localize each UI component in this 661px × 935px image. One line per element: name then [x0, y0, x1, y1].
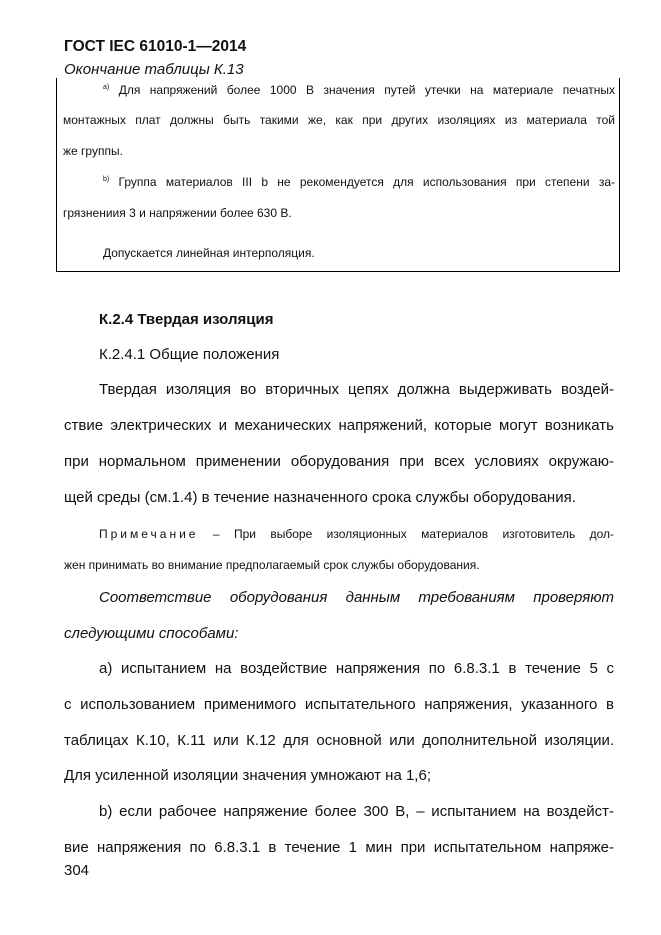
note-b-line-2: грязнениия 3 и напряжении более 630 В. [63, 206, 292, 220]
para1-line-3: при нормальном применении оборудования при всех условиях окружаю- [64, 453, 614, 470]
note-text: При выборе изоляционных материалов изготовитель дол- [233, 527, 615, 541]
para1-line-1: Твердая изоляция во вторичных цепях должна выдерживать воздей- [99, 381, 614, 398]
note-line-2: жен принимать во внимание предполагаемый срок службы оборудования. [64, 558, 480, 572]
note-dash: – [212, 527, 220, 541]
item-a-line-4: Для усиленной изоляции значения умножают на 1,6; [64, 767, 431, 784]
table-continuation-caption: Окончание таблицы К.13 [64, 61, 244, 78]
subsection-heading: К.2.4.1 Общие положения [99, 346, 280, 363]
item-b-line-2: вие напряжения по 6.8.3.1 в течение 1 мин при испытательном напряже- [64, 839, 614, 856]
section-heading: К.2.4 Твердая изоляция [99, 311, 274, 328]
note-label: Примечание [99, 527, 199, 541]
item-a-line-3: таблицах К.10, К.11 или К.12 для основной или дополнительной изоляции. [64, 732, 614, 749]
note-a-line-2: монтажных плат должны быть такими же, как при других изоляциях из материала той [63, 113, 615, 127]
note-a-marker: a) [103, 84, 110, 91]
note-b-marker: b) [103, 176, 110, 183]
note-b-line-1 [103, 176, 615, 188]
compliance-line-2: следующими способами: [64, 625, 239, 642]
table-notes-box [56, 78, 620, 272]
item-a-line-1: a) испытанием на воздействие напряжения по 6.8.3.1 в течение 5 с [99, 660, 614, 677]
para1-line-2: ствие электрических и механических напряжений, которые могут возникать [64, 417, 614, 434]
note-line-1 [99, 527, 614, 541]
note-a-line-1 [103, 84, 615, 96]
para1-line-4: щей среды (см.1.4) в течение назначенного срока службы оборудования. [64, 489, 576, 506]
page-number: 304 [64, 862, 90, 879]
note-b-text: Группа материалов III b не рекомендуется для использования при степени за- [118, 175, 615, 189]
item-b-line-1: b) если рабочее напряжение более 300 В, – испытанием на воздейст- [99, 803, 614, 820]
compliance-line-1: Соответствие оборудования данным требованиям проверяют [99, 589, 614, 606]
interpolation-note: Допускается линейная интерполяция. [103, 246, 315, 260]
document-code: ГОСТ IEC 61010-1—2014 [64, 38, 247, 55]
item-a-line-2: с использованием применимого испытательного напряжения, указанного в [64, 696, 614, 713]
note-a-line-3: же группы. [63, 144, 123, 158]
note-a-text: Для напряжений более 1000 В значения путей утечки на материале печатных [118, 83, 615, 97]
